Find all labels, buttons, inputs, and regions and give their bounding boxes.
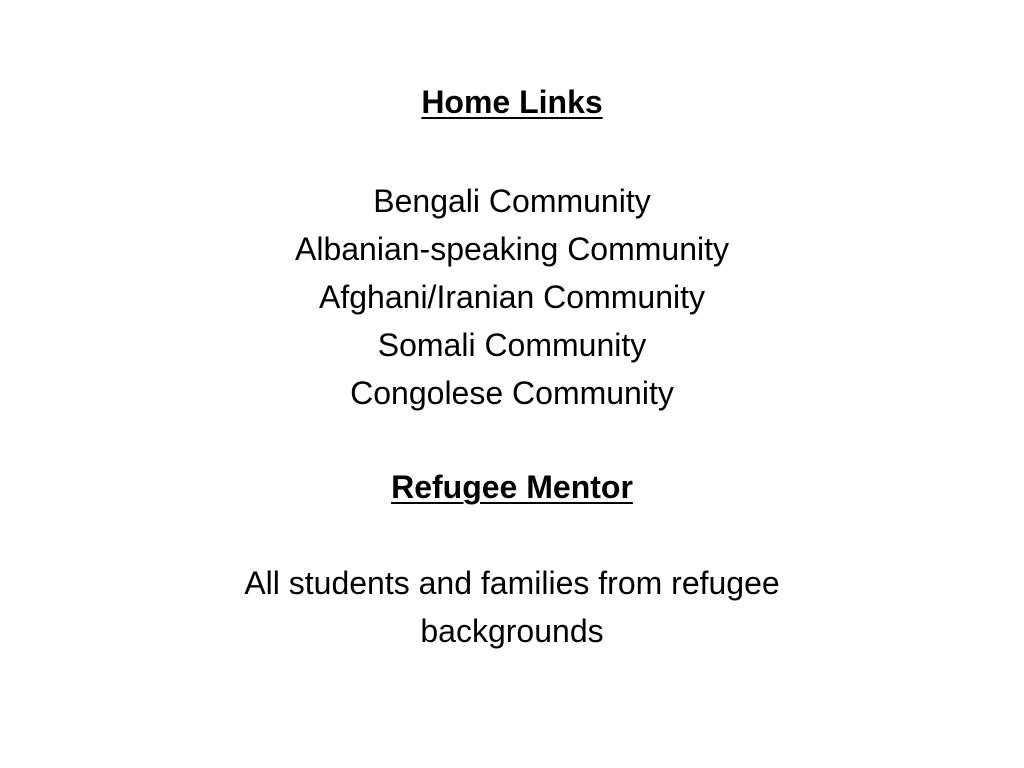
home-links-heading: Home Links [421,84,603,120]
community-item-somali: Somali Community [377,327,647,363]
community-list [0,177,1024,417]
community-item-afghani-iranian: Afghani/Iranian Community [319,279,705,315]
community-item-congolese: Congolese Community [350,375,674,411]
community-item-bengali: Bengali Community [373,183,651,219]
community-item-albanian: Albanian-speaking Community [295,231,729,267]
refugee-mentor-heading: Refugee Mentor [391,469,633,505]
refugee-mentor-description: All students and families from refugee backgrounds [244,565,780,649]
